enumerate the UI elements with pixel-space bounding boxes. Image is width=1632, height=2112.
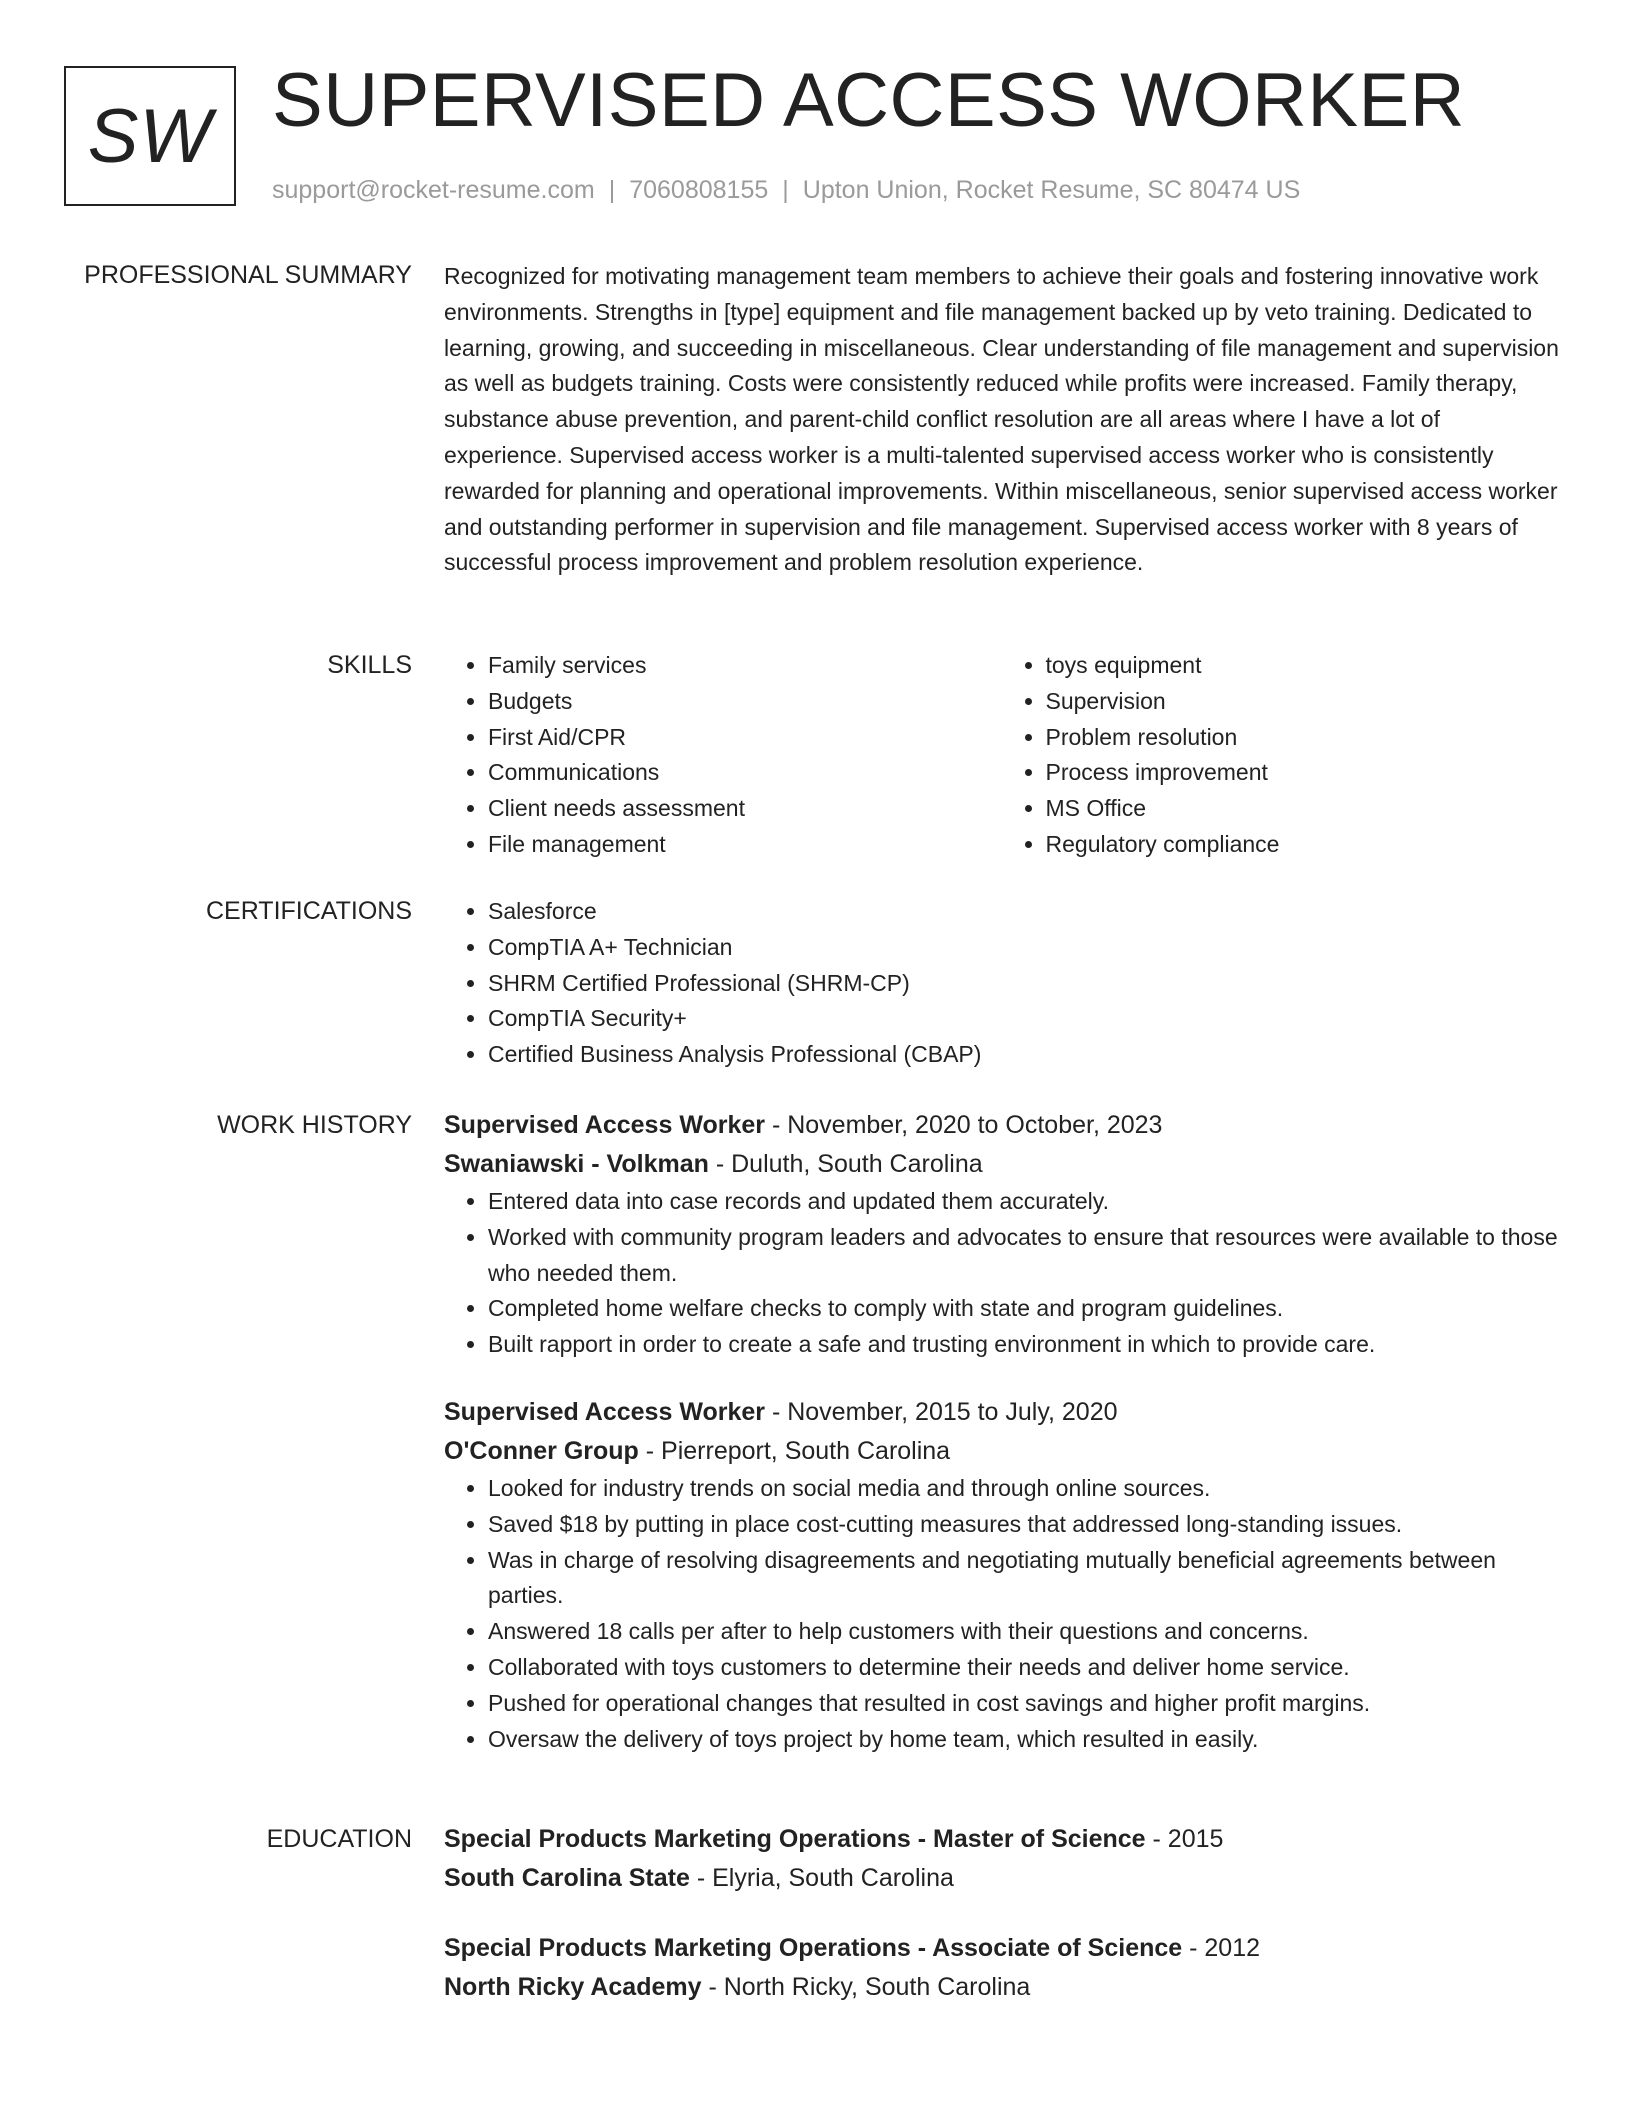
initials-monogram: SW [64, 66, 236, 206]
certification-item: • CompTIA A+ Technician [488, 930, 1559, 966]
job-bullet: • Oversaw the delivery of toys project by home team, which resulted in easily. [488, 1722, 1559, 1758]
job-company-line [444, 1432, 1559, 1471]
summary-text: Recognized for motivating management team members to achieve their goals and fostering innovative work environments. Strengths in [type] equipment and file management backed up by veto training. Dedicated to learning, growing, and succeeding in miscellaneous. Clear understanding of file management and supervision as well as budgets training. Costs were consistently reduced while profits were increased. Family therapy, substance abuse prevention, and parent-child conflict resolution are all areas where I have a lot of experience. Supervised access worker is a multi-talented supervised access worker who is consistently rewarded for planning and operational improvements. Within miscellaneous, senior supervised access worker and outstanding performer in supervision and file management. Supervised access worker with 8 years of successful process improvement and problem resolution experience. [444, 263, 1559, 576]
job-bullet: • Worked with community program leaders and advocates to ensure that resources were available to those who needed them. [488, 1220, 1559, 1292]
skills-list-right [1002, 648, 1560, 863]
job-entry [444, 1106, 1559, 1363]
summary-body [444, 259, 1559, 581]
job-location: - Duluth, South Carolina [708, 1150, 983, 1178]
section-label-education: EDUCATION [266, 1825, 412, 1853]
education-entry [444, 1929, 1559, 2007]
education-school: North Ricky Academy [444, 1973, 702, 2001]
job-bullet: • Was in charge of resolving disagreements and negotiating mutually beneficial agreements between parties. [488, 1543, 1559, 1615]
education-year: - 2015 [1145, 1825, 1224, 1853]
skills-list-left [444, 648, 1002, 863]
job-bullets [444, 1184, 1559, 1363]
section-label-certifications: CERTIFICATIONS [205, 897, 412, 925]
job-dates: - November, 2020 to October, 2023 [765, 1111, 1163, 1139]
contact-email[interactable]: support@rocket-resume.com [272, 176, 595, 204]
skill-item: • Family services [488, 648, 1002, 684]
certification-item: • CompTIA Security+ [488, 1001, 1559, 1037]
education-degree-line [444, 1929, 1559, 1968]
education-school-line [444, 1968, 1559, 2007]
skill-item: • toys equipment [1046, 648, 1560, 684]
section-label-work: WORK HISTORY [217, 1111, 412, 1139]
contact-separator: | [782, 176, 789, 204]
job-bullet: • Built rapport in order to create a safe and trusting environment in which to provide care. [488, 1327, 1559, 1363]
job-dates: - November, 2015 to July, 2020 [765, 1397, 1118, 1426]
skill-item: • Regulatory compliance [1046, 827, 1560, 863]
education-entry [444, 1820, 1559, 1898]
certifications-list [444, 894, 1559, 1073]
job-title-line [444, 1106, 1559, 1145]
education-location: - Elyria, South Carolina [689, 1864, 954, 1892]
contact-address: Upton Union, Rocket Resume, SC 80474 US [802, 176, 1301, 204]
education-degree: Special Products Marketing Operations - Associate of Science [444, 1934, 1183, 1962]
contact-phone[interactable]: 7060808155 [629, 176, 769, 204]
job-entry [444, 1393, 1559, 1757]
job-company-line [444, 1145, 1559, 1184]
job-bullet: • Entered data into case records and updated them accurately. [488, 1184, 1559, 1220]
skill-item: • Budgets [488, 684, 1002, 720]
skill-item: • Supervision [1046, 684, 1560, 720]
skill-item: • First Aid/CPR [488, 720, 1002, 756]
contact-separator: | [608, 176, 616, 204]
certification-item: • Salesforce [488, 894, 1559, 930]
resume-name: SUPERVISED ACCESS WORKER [272, 58, 1466, 143]
job-bullet: • Saved $18 by putting in place cost-cutting measures that addressed long-standing issues. [488, 1507, 1559, 1543]
education-school-line [444, 1859, 1559, 1898]
education-degree-line [444, 1820, 1559, 1859]
skill-item: • File management [488, 827, 1002, 863]
education-year: - 2012 [1182, 1934, 1261, 1962]
work-body [444, 1106, 1559, 1757]
skill-item: • Communications [488, 755, 1002, 791]
job-bullet: • Completed home welfare checks to comply with state and program guidelines. [488, 1291, 1559, 1327]
job-title-line [444, 1393, 1559, 1432]
job-title: Supervised Access Worker [444, 1397, 765, 1426]
skill-item: • Problem resolution [1046, 720, 1560, 756]
contact-line [272, 174, 1300, 206]
section-label-summary: PROFESSIONAL SUMMARY [84, 261, 412, 289]
section-label-skills: SKILLS [327, 651, 412, 679]
skills-body [444, 648, 1559, 863]
job-company: O'Conner Group [444, 1436, 639, 1465]
certification-item: • Certified Business Analysis Professional (CBAP) [488, 1037, 1559, 1073]
job-bullet: • Answered 18 calls per after to help customers with their questions and concerns. [488, 1614, 1559, 1650]
skill-item: • Client needs assessment [488, 791, 1002, 827]
job-location: - Pierreport, South Carolina [638, 1436, 951, 1465]
job-bullet: • Looked for industry trends on social media and through online sources. [488, 1471, 1559, 1507]
skill-item: • MS Office [1046, 791, 1560, 827]
certification-item: • SHRM Certified Professional (SHRM-CP) [488, 966, 1559, 1002]
education-location: - North Ricky, South Carolina [701, 1973, 1031, 2001]
education-body [444, 1820, 1559, 2007]
certifications-body [444, 894, 1559, 1073]
job-bullet: • Pushed for operational changes that resulted in cost savings and higher profit margins. [488, 1686, 1559, 1722]
education-school: South Carolina State [444, 1864, 690, 1892]
job-title: Supervised Access Worker [444, 1111, 765, 1139]
job-bullet: • Collaborated with toys customers to determine their needs and deliver home service. [488, 1650, 1559, 1686]
education-degree: Special Products Marketing Operations - Master of Science [444, 1825, 1146, 1853]
skill-item: • Process improvement [1046, 755, 1560, 791]
job-bullets [444, 1471, 1559, 1757]
job-company: Swaniawski - Volkman [444, 1150, 709, 1178]
